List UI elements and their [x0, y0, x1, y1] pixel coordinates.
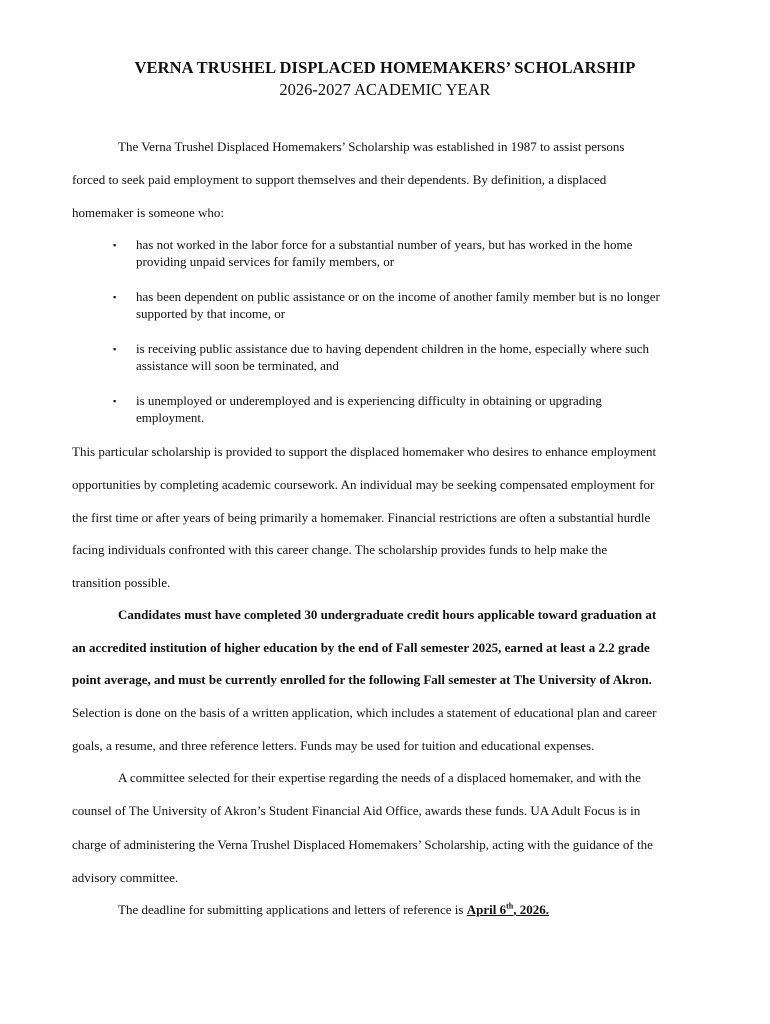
deadline-date-part1: April 6: [466, 902, 507, 917]
bullet-4-line-1: is unemployed or underemployed and is experiencing difficulty in obtaining or upgrading: [136, 393, 602, 408]
deadline-date: [467, 902, 549, 917]
deadline-line: [118, 902, 549, 918]
committee-line-4: advisory committee.: [72, 870, 179, 885]
bullet-2-line-2: supported by that income, or: [136, 306, 286, 321]
deadline-date-part2: , 2026.: [513, 902, 549, 917]
purpose-line-1: This particular scholarship is provided to support the displaced homemaker who desires to enhance employment: [72, 444, 657, 459]
bullet-1-line-2: providing unpaid services for family members, or: [136, 254, 395, 269]
bullet-2-line-1: has been dependent on public assistance or on the income of another family member but is no longer: [136, 289, 660, 304]
purpose-line-5: transition possible.: [72, 575, 171, 590]
intro-line-1: The Verna Trushel Displaced Homemakers’ Scholarship was established in 1987 to assist persons: [118, 139, 625, 154]
purpose-line-4: facing individuals confronted with this career change. The scholarship provides funds to help make the: [72, 542, 608, 557]
deadline-date-ordinal: th: [506, 901, 514, 911]
bullet-1-line-1: has not worked in the labor force for a substantial number of years, but has worked in the home: [136, 237, 633, 252]
intro-line-3: homemaker is someone who:: [72, 205, 224, 220]
document-title: VERNA TRUSHEL DISPLACED HOMEMAKERS’ SCHOLARSHIP: [134, 58, 636, 77]
bullet-marker: ▪: [113, 292, 117, 302]
purpose-line-3: the first time or after years of being primarily a homemaker. Financial restrictions are often a substantial hurdle: [72, 510, 651, 525]
bullet-marker: ▪: [113, 240, 117, 250]
bullet-4-line-2: employment.: [136, 410, 205, 425]
deadline-prefix: The deadline for submitting applications and letters of reference is: [118, 902, 467, 917]
bullet-marker: ▪: [113, 344, 117, 354]
document-subtitle: 2026-2027 ACADEMIC YEAR: [279, 80, 491, 99]
committee-line-3: charge of administering the Verna Trushel Displaced Homemakers’ Scholarship, acting with the guidance of the: [72, 837, 653, 852]
bullet-marker: ▪: [113, 396, 117, 406]
committee-line-1: A committee selected for their expertise regarding the needs of a displaced homemaker, and with the: [118, 770, 641, 785]
selection-line-1: Selection is done on the basis of a written application, which includes a statement of educational plan and career: [72, 705, 657, 720]
bullet-3-line-1: is receiving public assistance due to having dependent children in the home, especially where such: [136, 341, 649, 356]
eligibility-line-3: point average, and must be currently enrolled for the following Fall semester at The University of Akron.: [72, 672, 652, 687]
committee-line-2: counsel of The University of Akron’s Student Financial Aid Office, awards these funds. UA Adult Focus is in: [72, 803, 641, 818]
bullet-3-line-2: assistance will soon be terminated, and: [136, 358, 339, 373]
purpose-line-2: opportunities by completing academic coursework. An individual may be seeking compensated employment for: [72, 477, 655, 492]
eligibility-line-1: Candidates must have completed 30 undergraduate credit hours applicable toward graduation at: [118, 607, 657, 622]
selection-line-2: goals, a resume, and three reference letters. Funds may be used for tuition and educational expenses.: [72, 738, 595, 753]
intro-line-2: forced to seek paid employment to support themselves and their dependents. By definition, a displaced: [72, 172, 607, 187]
eligibility-line-2: an accredited institution of higher education by the end of Fall semester 2025, earned at least a 2.2 grade: [72, 640, 650, 655]
